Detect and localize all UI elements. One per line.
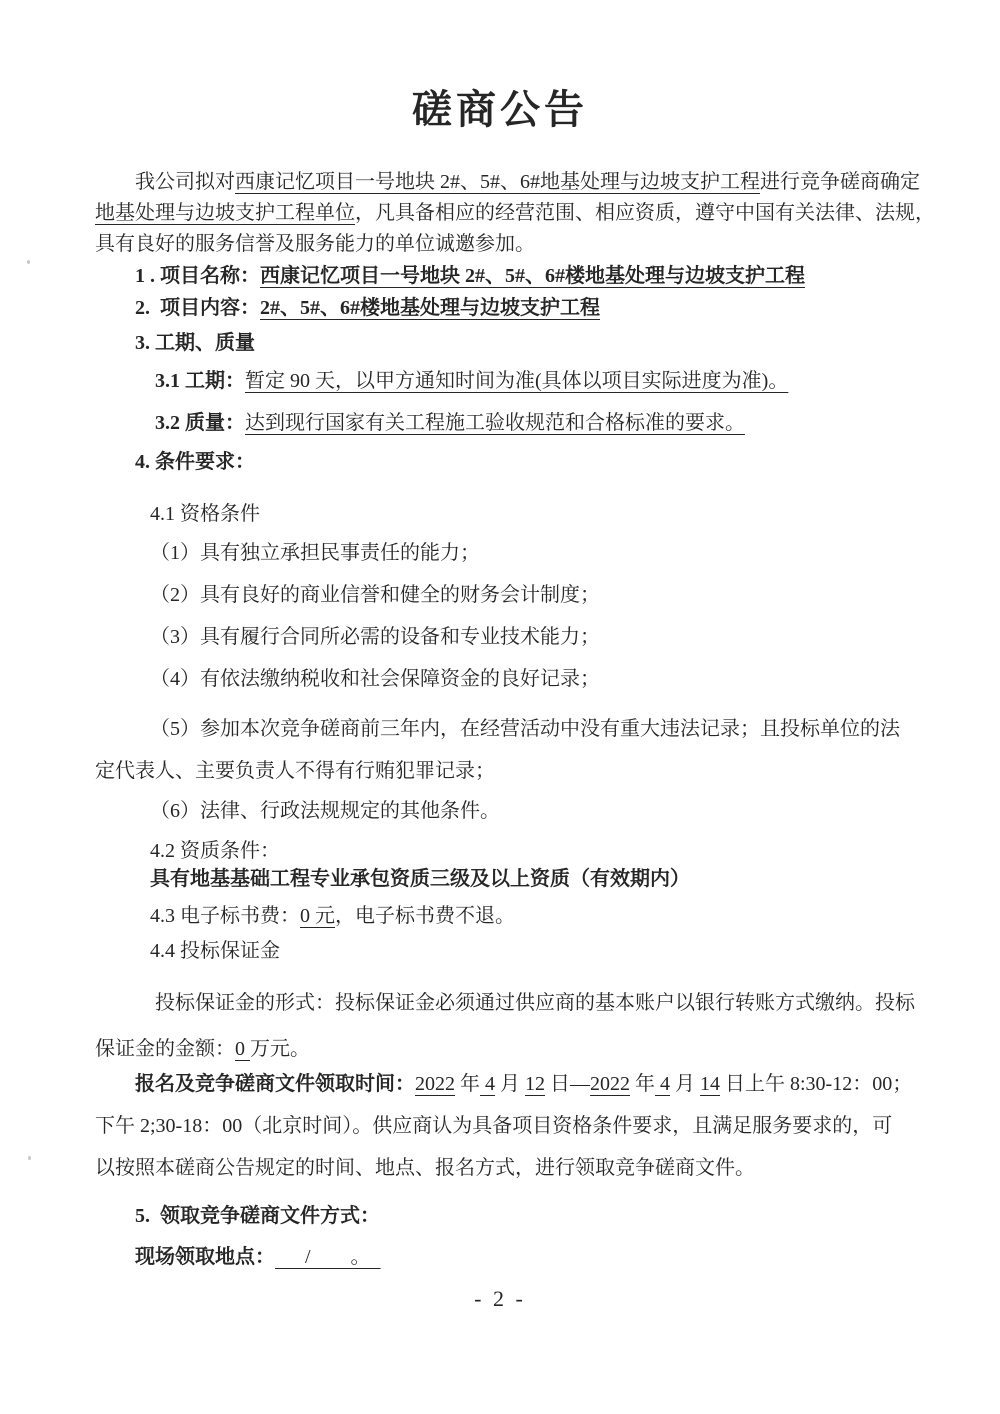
- intro-text: ，凡具备相应的经营范围、相应资质，遵守中国有关法律、法规，: [355, 202, 935, 224]
- requirements-heading: [95, 447, 945, 478]
- bid-bond-amount-tail: 万元。: [250, 1038, 310, 1060]
- bid-document-fee-value: 0 元: [300, 905, 335, 927]
- requirements-line: [135, 447, 945, 478]
- qualification-requirement: 具有地基基础工程专业承包资质三级及以上资质（有效期内）: [150, 868, 690, 890]
- duration-label: 3.1 工期：: [155, 370, 245, 392]
- signup-date-part: 12: [525, 1073, 545, 1095]
- qualification-heading: [95, 499, 945, 530]
- signup-date-part: 14: [700, 1073, 720, 1095]
- project-scope-underlined: 西康记忆项目一号地块 2#、5#、6#地基处理与边坡支护工程: [235, 171, 760, 193]
- duration-item: [95, 366, 945, 397]
- project-name-label: 1 . 项目名称：: [135, 265, 260, 287]
- condition-item-6: [95, 790, 945, 832]
- pickup-location-item: [95, 1242, 945, 1273]
- project-content-item: [95, 293, 945, 324]
- signup-date-part: 4: [480, 1073, 495, 1095]
- page-title: 磋商公告: [412, 87, 588, 132]
- scan-speck: [28, 1156, 31, 1160]
- pickup-location-label: 现场领取地点：: [135, 1246, 275, 1268]
- qualification-line: [150, 499, 945, 530]
- signup-time-text: 下午 2;30-18：00（北京时间）。供应商认为具备项目资格条件要求，且满足服务要求的，可: [95, 1115, 893, 1137]
- condition-item-1: [95, 532, 945, 574]
- duration-quality-line: [135, 328, 945, 359]
- condition-line: [150, 708, 945, 750]
- page-number: - 2 -: [474, 1286, 526, 1311]
- project-content-line: [135, 293, 945, 324]
- bid-bond-line-1: [155, 980, 945, 1026]
- condition-text: （4）有依法缴纳税收和社会保障资金的良好记录；: [150, 668, 600, 690]
- intro-text: 具有良好的服务信誉及服务能力的单位诚邀参加。: [95, 233, 535, 255]
- signup-date-part: 2022: [590, 1073, 630, 1095]
- signup-date-part: 年: [630, 1073, 655, 1095]
- quality-item: [95, 408, 945, 439]
- project-content-label: 2. 项目内容：: [135, 297, 260, 319]
- condition-text: （6）法律、行政法规规定的其他条件。: [150, 800, 500, 822]
- duration-quality-label: 3. 工期、质量: [135, 332, 255, 354]
- intro-paragraph: [95, 167, 945, 260]
- condition-item-4: [95, 658, 945, 700]
- condition-item-2: [95, 574, 945, 616]
- signup-date-part: 2022: [415, 1073, 455, 1095]
- duration-value: 暂定 90 天，以甲方通知时间为准(具体以项目实际进度为准)。: [245, 370, 789, 392]
- qualification-label: 4.1 资格条件: [150, 503, 260, 525]
- condition-line: [150, 574, 945, 616]
- condition-line: [150, 532, 945, 574]
- condition-text: （1）具有独立承担民事责任的能力；: [150, 542, 480, 564]
- bid-bond-paragraph: [95, 980, 945, 1072]
- signup-time-label: 报名及竞争磋商文件领取时间：: [135, 1073, 415, 1095]
- project-name-value: 西康记忆项目一号地块 2#、5#、6#楼地基处理与边坡支护工程: [260, 265, 805, 287]
- condition-text: （2）具有良好的商业信誉和健全的财务会计制度；: [150, 584, 600, 606]
- qualification-grade-section: [95, 837, 945, 893]
- pickup-method-line: [135, 1201, 945, 1232]
- condition-line: [95, 750, 945, 792]
- pickup-method-heading: [95, 1201, 945, 1232]
- intro-line-3: [95, 229, 945, 260]
- qualification-requirement-line: [150, 865, 945, 893]
- quality-value: 达到现行国家有关工程施工验收规范和合格标准的要求。: [245, 412, 745, 434]
- bid-bond-amount-label: 保证金的金额：: [95, 1038, 235, 1060]
- condition-item-5: [95, 708, 945, 792]
- bid-bond-text: 投标保证金的形式：投标保证金必须通过供应商的基本账户以银行转账方式缴纳。投标: [155, 992, 915, 1014]
- signup-time-text: 以按照本磋商公告规定的时间、地点、报名方式，进行领取竞争磋商文件。: [95, 1157, 755, 1179]
- bid-document-fee-line: [150, 901, 945, 932]
- bid-bond-heading-line: [150, 936, 945, 967]
- intro-text: 我公司拟对: [135, 171, 235, 193]
- condition-line: [150, 658, 945, 700]
- bid-document-fee-item: [95, 901, 945, 932]
- bid-bond-amount-value: 0: [235, 1038, 250, 1060]
- bid-document-fee-label: 4.3 电子标书费：: [150, 905, 300, 927]
- qualification-grade-label: 4.2 资质条件：: [150, 840, 280, 862]
- condition-text: 定代表人、主要负责人不得有行贿犯罪记录；: [95, 760, 495, 782]
- signup-date-part: 月: [670, 1073, 700, 1095]
- quality-label: 3.2 质量：: [155, 412, 245, 434]
- signup-time-line-1: [135, 1063, 945, 1105]
- qualification-grade-line: [150, 837, 945, 865]
- pickup-location-line: [135, 1242, 945, 1273]
- condition-text: （3）具有履行合同所必需的设备和专业技术能力；: [150, 626, 600, 648]
- quality-line: [155, 408, 945, 439]
- signup-date-part: 日上午 8:30-12：00；: [720, 1073, 913, 1095]
- bid-bond-label: 4.4 投标保证金: [150, 940, 280, 962]
- pickup-method-label: 5. 领取竞争磋商文件方式：: [135, 1205, 380, 1227]
- intro-line-2: [95, 198, 945, 229]
- signup-date-part: 年: [455, 1073, 480, 1095]
- signup-time-line-3: [95, 1147, 945, 1189]
- project-content-value: 2#、5#、6#楼地基处理与边坡支护工程: [260, 297, 600, 319]
- requirements-label: 4. 条件要求：: [135, 451, 255, 473]
- bid-bond-heading: [95, 936, 945, 967]
- pickup-location-blank: / 。: [275, 1246, 381, 1268]
- condition-line: [150, 790, 945, 832]
- signup-time-line-2: [95, 1105, 945, 1147]
- intro-line-1: [135, 167, 945, 198]
- project-name-item: [95, 261, 945, 292]
- project-name-line: [135, 261, 945, 292]
- signup-date-part: 月: [495, 1073, 525, 1095]
- condition-item-3: [95, 616, 945, 658]
- duration-line: [155, 366, 945, 397]
- condition-text: （5）参加本次竞争磋商前三年内，在经营活动中没有重大违法记录；且投标单位的法: [150, 718, 900, 740]
- bid-document-fee-tail: ，电子标书费不退。: [335, 905, 515, 927]
- scan-speck: [27, 260, 30, 264]
- signup-date-part: 日—: [545, 1073, 590, 1095]
- contractor-underlined: 地基处理与边坡支护工程单位: [95, 202, 355, 224]
- condition-line: [150, 616, 945, 658]
- duration-quality-heading: [95, 328, 945, 359]
- intro-text: 进行竞争磋商确定: [760, 171, 920, 193]
- signup-date-part: 4: [655, 1073, 670, 1095]
- signup-time-paragraph: [95, 1063, 945, 1189]
